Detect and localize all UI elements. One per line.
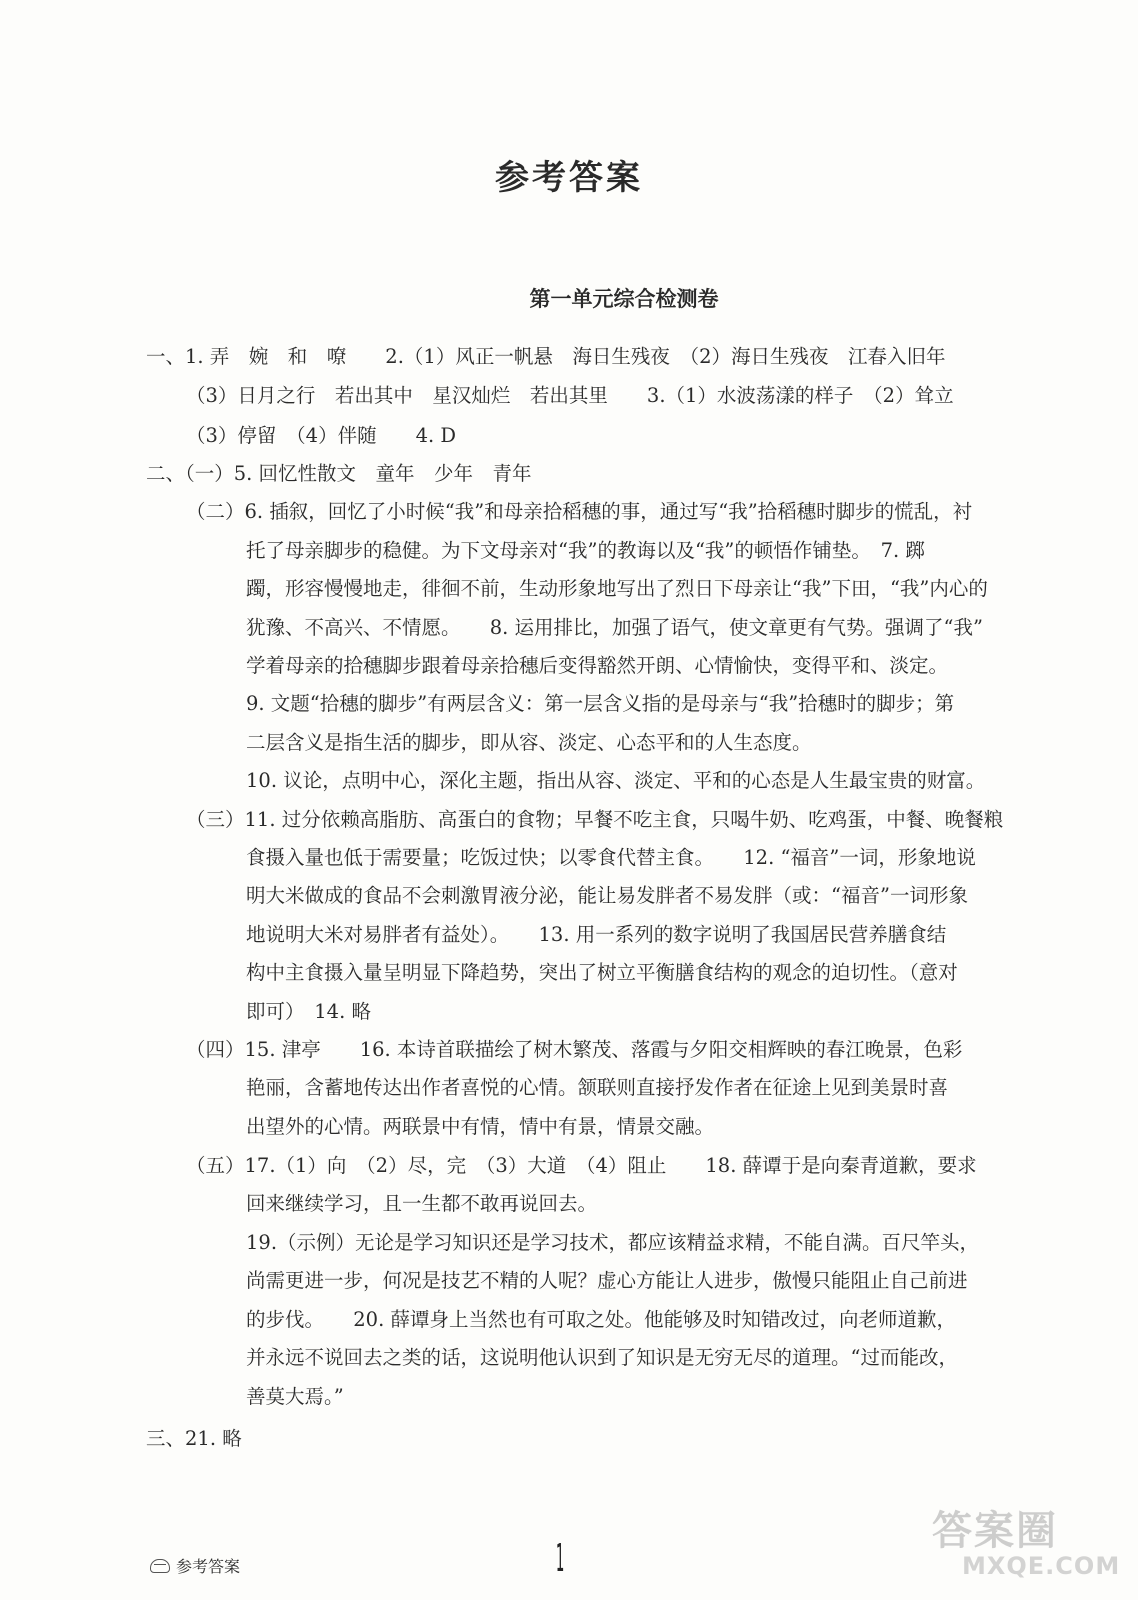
page-title: 参考答案 bbox=[495, 158, 643, 198]
answer-line: 明大米做成的食品不会刺激胃液分泌，能让易发胖者不易发胖（或：“福音”一词形象 bbox=[246, 884, 968, 907]
watermark-text: 答案圈 bbox=[932, 1508, 1058, 1554]
watermark-logo bbox=[932, 1508, 1121, 1590]
answer-line: 19.（示例）无论是学习知识还是学习技术，都应该精益求精，不能自满。百尺竿头， bbox=[246, 1231, 980, 1254]
answer-line: 即可） 14. 略 bbox=[246, 1000, 371, 1023]
answer-line: 构中主食摄入量呈明显下降趋势，突出了树立平衡膳食结构的观念的迫切性。（意对 bbox=[246, 961, 958, 984]
answer-line: 尚需更进一步，何况是技艺不精的人呢？虚心方能让人进步，傲慢只能阻止自己前进 bbox=[246, 1269, 968, 1292]
answer-line: 托了母亲脚步的稳健。为下文母亲对“我”的教诲以及“我”的顿悟作铺垫。 7. 踯 bbox=[246, 539, 925, 562]
answer-line: 食摄入量也低于需要量；吃饭过快；以零食代替主食。 12. “福音”一词，形象地说 bbox=[246, 846, 976, 869]
answer-line: 出望外的心情。两联景中有情，情中有景，情景交融。 bbox=[246, 1115, 715, 1138]
answer-line: 回来继续学习，且一生都不敢再说回去。 bbox=[246, 1192, 598, 1215]
answer-line: （四）15. 津亭 16. 本诗首联描绘了树木繁茂、落霞与夕阳交相辉映的春江晚景，色彩 bbox=[186, 1038, 963, 1061]
answer-line: 善莫大焉。” bbox=[246, 1385, 344, 1408]
answer-line: （二）6. 插叙，回忆了小时候“我”和母亲拾稻穗的事，通过写“我”拾稻穗时脚步的慌乱，衬 bbox=[186, 500, 973, 523]
answer-line: 二层含义是指生活的脚步，即从容、淡定、心态平和的人生态度。 bbox=[246, 731, 812, 754]
answer-line: （五）17.（1）向 （2）尽，完 （3）大道 （4）阻止 18. 薛谭于是向秦青道歉，要求 bbox=[186, 1154, 977, 1177]
answer-line: 的步伐。 20. 薛谭身上当然也有可取之处。他能够及时知错改过，向老师道歉， bbox=[246, 1308, 956, 1331]
answer-line: 二、（一）5. 回忆性散文 童年 少年 青年 bbox=[146, 462, 532, 485]
watermark-url: MXQE.COM bbox=[962, 1552, 1121, 1580]
section-title: 第一单元综合检测卷 bbox=[529, 286, 719, 311]
answer-line: 三、21. 略 bbox=[146, 1427, 242, 1450]
footer bbox=[150, 1554, 240, 1577]
answer-line: 躅，形容慢慢地走，徘徊不前，生动形象地写出了烈日下母亲让“我”下田，“我”内心的 bbox=[246, 577, 988, 600]
answer-line: 10. 议论，点明中心，深化主题，指出从容、淡定、平和的心态是人生最宝贵的财富。 bbox=[246, 769, 986, 792]
answer-line: （3）停留 （4）伴随 4. D bbox=[186, 424, 457, 447]
page-number: 1 bbox=[555, 1536, 565, 1580]
footer-label: 参考答案 bbox=[176, 1557, 241, 1576]
answer-line: 一、1. 弄 婉 和 嘹 2.（1）风正一帆悬 海日生残夜 （2）海日生残夜 江春入旧年 bbox=[146, 345, 946, 368]
answer-line: 9. 文题“拾穗的脚步”有两层含义：第一层含义指的是母亲与“我”拾穗时的脚步；第 bbox=[246, 692, 955, 715]
answer-line: 地说明大米对易胖者有益处）。 13. 用一系列的数字说明了我国居民营养膳食结 bbox=[246, 923, 947, 946]
answer-line: （三）11. 过分依赖高脂肪、高蛋白的食物；早餐不吃主食，只喝牛奶、吃鸡蛋，中餐、晚餐粮 bbox=[186, 808, 1004, 831]
answer-line: （3）日月之行 若出其中 星汉灿烂 若出其里 3.（1）水波荡漾的样子 （2）耸立 bbox=[186, 384, 954, 407]
answer-line: 犹豫、不高兴、不情愿。 8. 运用排比，加强了语气，使文章更有气势。强调了“我” bbox=[246, 616, 983, 639]
answer-line: 学着母亲的拾穗脚步跟着母亲拾穗后变得豁然开朗、心情愉快，变得平和、淡定。 bbox=[246, 654, 949, 677]
book-icon bbox=[150, 1559, 170, 1573]
answer-line: 并永远不说回去之类的话，这说明他认识到了知识是无穷无尽的道理。“过而能改， bbox=[246, 1346, 958, 1369]
answer-line: 艳丽，含蓄地传达出作者喜悦的心情。颔联则直接抒发作者在征途上见到美景时喜 bbox=[246, 1076, 949, 1099]
